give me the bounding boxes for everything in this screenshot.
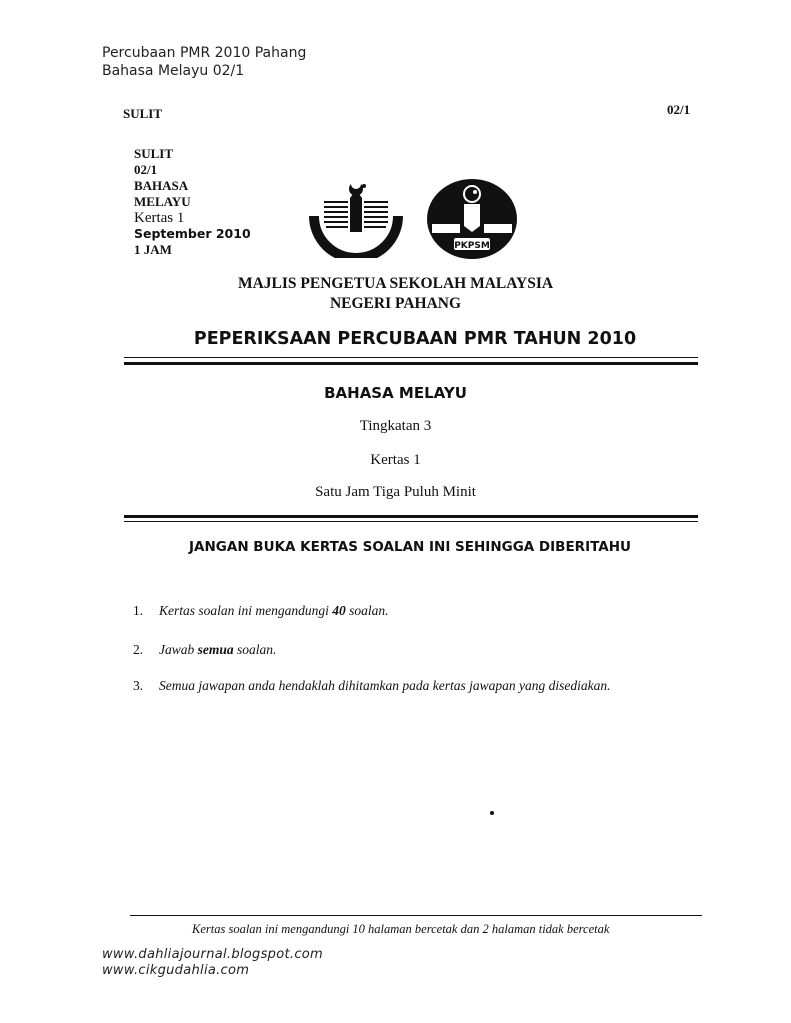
- subject: BAHASA MELAYU: [324, 384, 467, 402]
- page-header-line2: Bahasa Melayu 02/1: [102, 63, 245, 79]
- meta-sulit: SULIT: [134, 146, 174, 161]
- footnote-rule: [130, 915, 702, 916]
- meta-date: September 2010: [134, 226, 251, 241]
- footer-link-blog[interactable]: www.dahliajournal.blogspot.com: [102, 947, 323, 962]
- duration-text: Satu Jam Tiga Puluh Minit: [315, 484, 476, 500]
- instruction-number: 2.: [133, 642, 144, 657]
- page-header-line1: Percubaan PMR 2010 Pahang: [102, 45, 307, 61]
- paper-number: Kertas 1: [370, 452, 421, 468]
- council-line1: MAJLIS PENGETUA SEKOLAH MALAYSIA: [237, 275, 554, 292]
- form-level: Tingkatan 3: [359, 418, 432, 434]
- instruction-number: 1.: [133, 603, 144, 618]
- instruction-item: [133, 678, 610, 694]
- instruction-text-end: soalan.: [233, 642, 277, 657]
- subject-rule-thin: [124, 521, 698, 522]
- stray-mark: [490, 811, 494, 815]
- meta-subject-1: BAHASA: [134, 178, 189, 193]
- meta-paper: Kertas 1: [134, 210, 185, 226]
- title-rule-thick: [124, 362, 698, 365]
- instruction-bold: 40: [332, 603, 346, 618]
- instruction-item: [133, 642, 276, 658]
- instruction-number: 3.: [133, 678, 144, 693]
- council-line2: NEGERI PAHANG: [329, 295, 462, 312]
- meta-code: 02/1: [134, 162, 158, 177]
- instruction-text-end: soalan.: [345, 603, 389, 618]
- exam-title: PEPERIKSAAN PERCUBAAN PMR TAHUN 2010: [193, 329, 637, 349]
- meta-duration: 1 JAM: [134, 242, 172, 257]
- instruction-bold: semua: [197, 642, 234, 657]
- title-rule-thin: [124, 357, 698, 358]
- instruction-text: Jawab: [159, 642, 198, 657]
- top-right-code: 02/1: [667, 102, 691, 117]
- meta-subject-2: MELAYU: [134, 194, 191, 209]
- instruction-text: Kertas soalan ini mengandungi: [159, 603, 333, 618]
- pkpsm-logo: [426, 178, 518, 260]
- instruction-text: Semua jawapan anda hendaklah dihitamkan pada kertas jawapan yang disediakan.: [159, 678, 611, 693]
- ministry-logo: [308, 180, 404, 258]
- subject-rule-thick: [124, 515, 698, 518]
- warning-text: JANGAN BUKA KERTAS SOALAN INI SEHINGGA DIBERITAHU: [189, 539, 631, 555]
- footer-link-site[interactable]: www.cikgudahlia.com: [102, 963, 250, 978]
- pkpsm-label: PKPSM: [454, 241, 490, 251]
- meta-block: [134, 146, 251, 258]
- top-left-label: SULIT: [123, 106, 163, 121]
- footnote: Kertas soalan ini mengandungi 10 halaman bercetak dan 2 halaman tidak bercetak: [192, 922, 610, 936]
- instruction-item: [133, 603, 389, 619]
